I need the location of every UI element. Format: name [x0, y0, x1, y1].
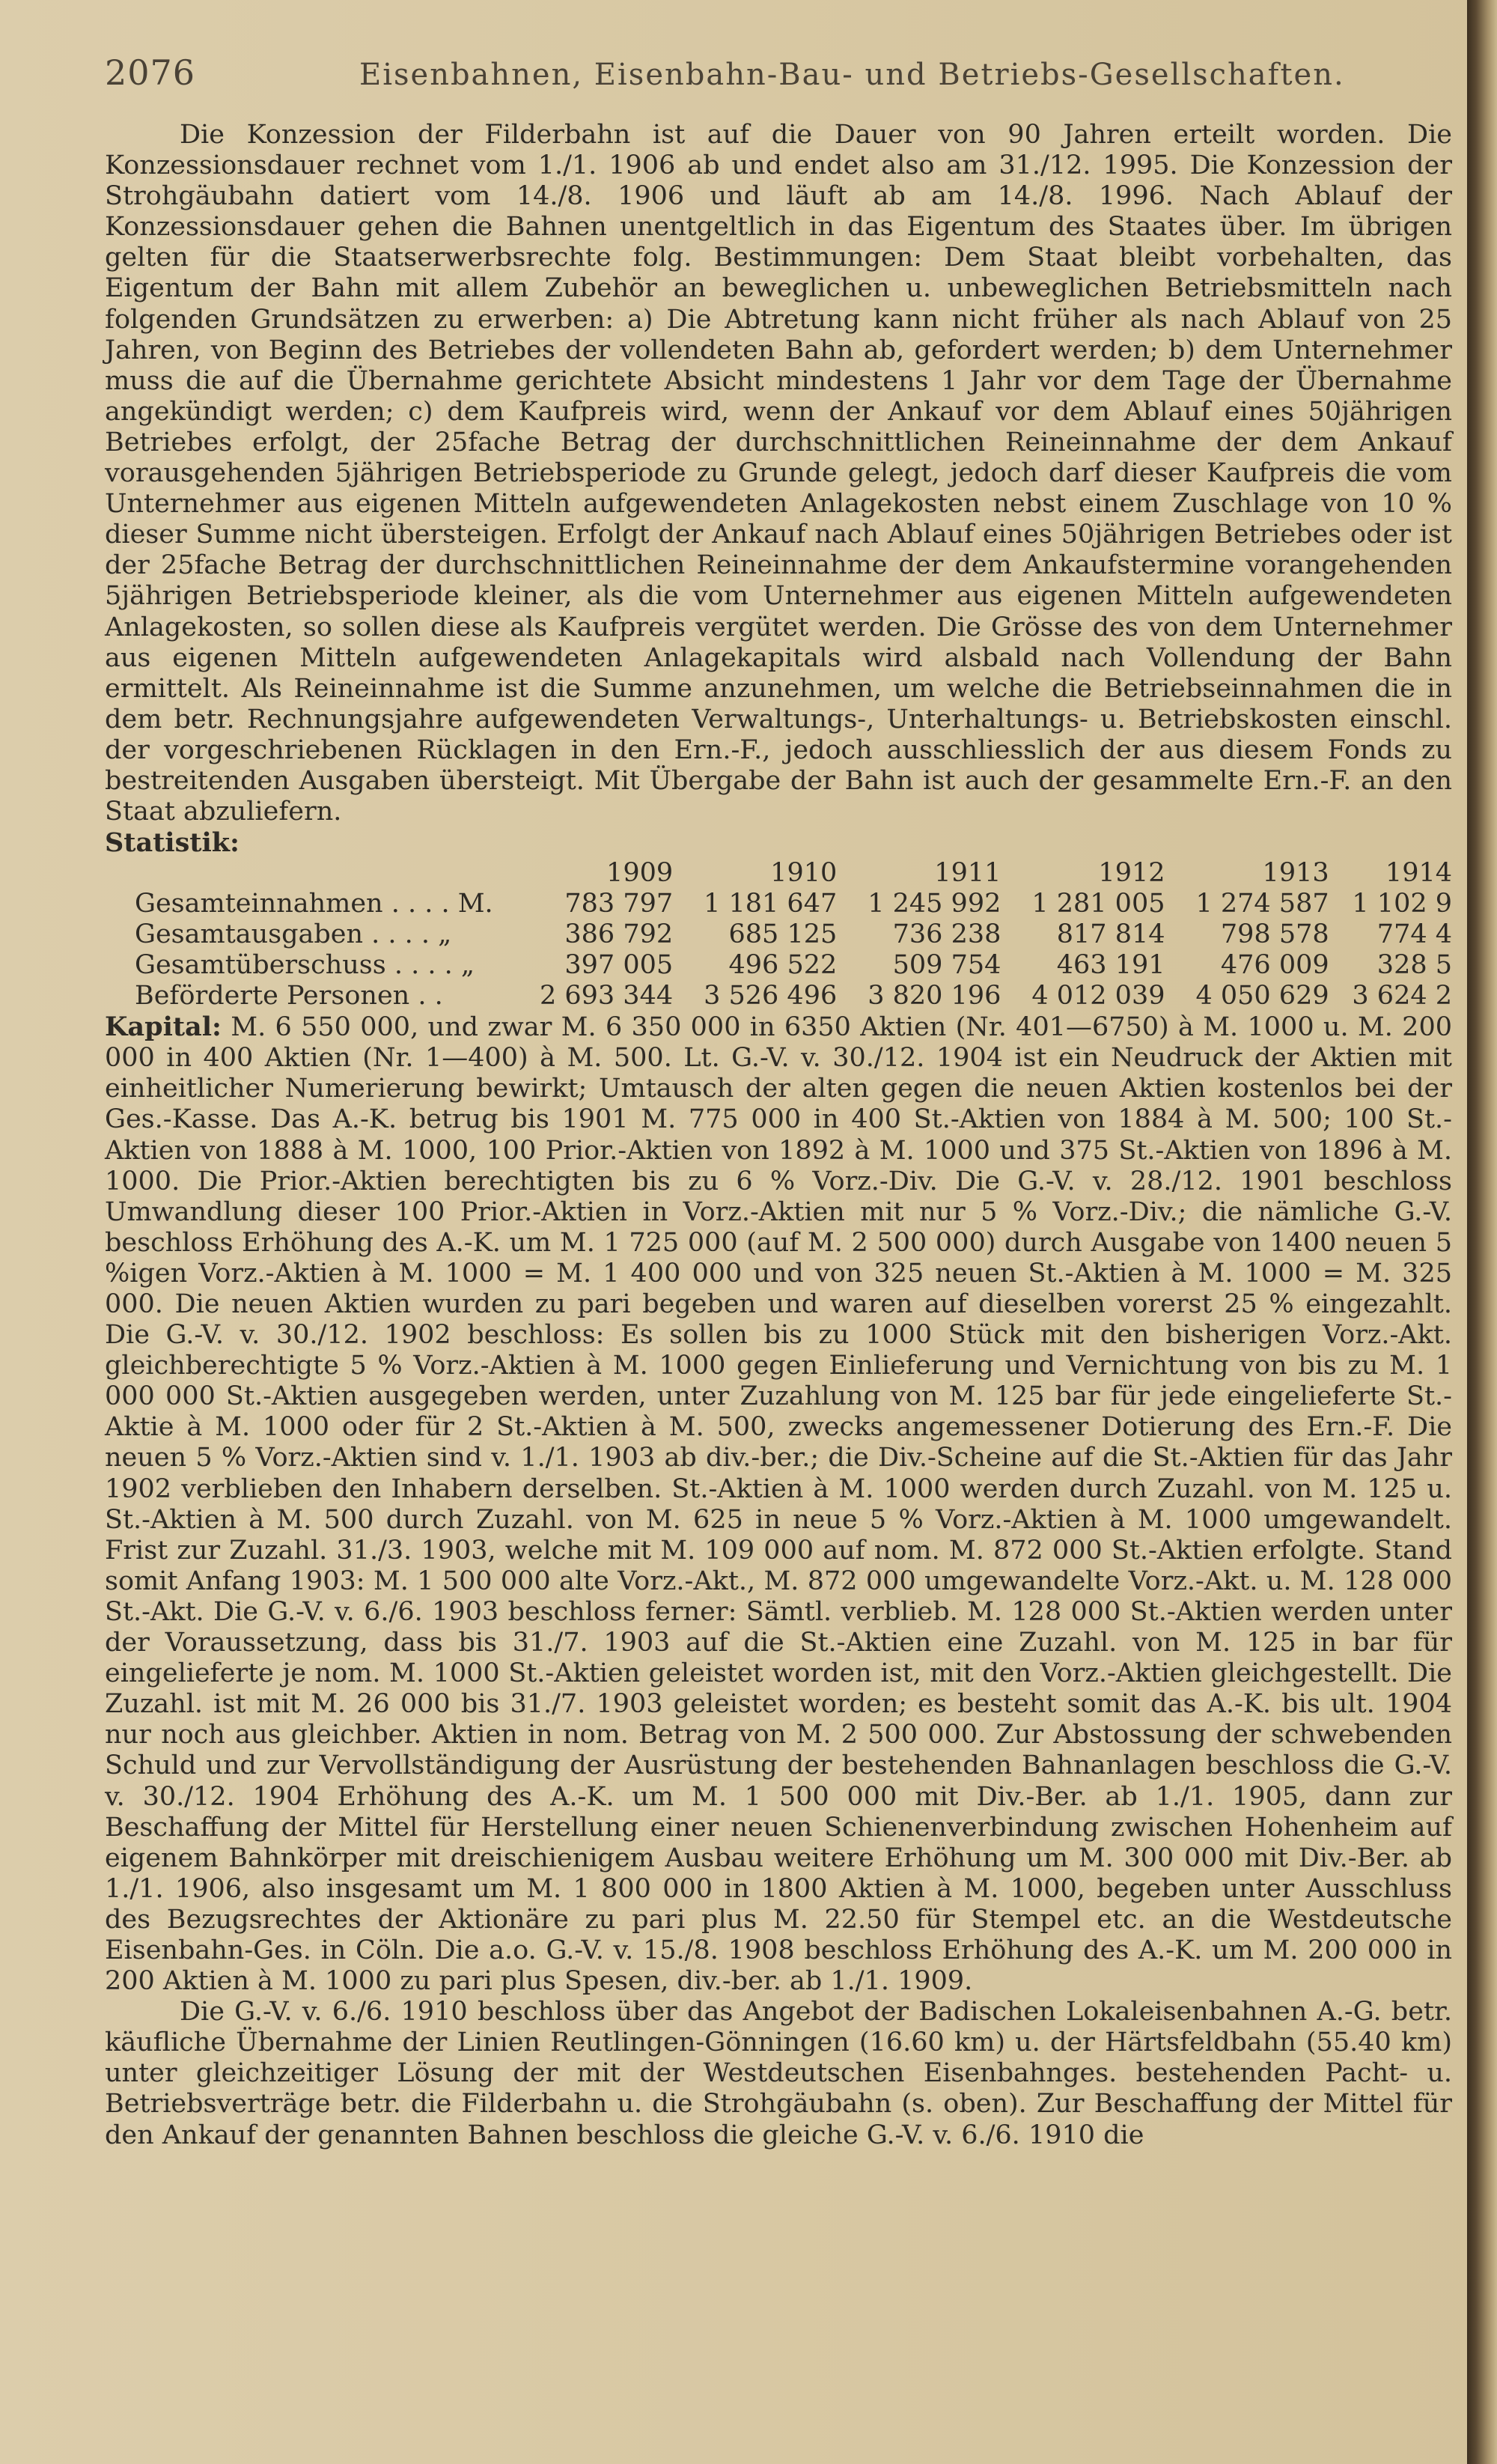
value-cell: 397 005 [564, 950, 674, 981]
running-title: Eisenbahnen, Eisenbahn-Bau- und Betriebs-Gesellschaften. [359, 58, 1345, 92]
value-cell: 774 4 [1376, 919, 1452, 950]
value-cell: 476 009 [1220, 950, 1329, 981]
value-cell: 386 792 [564, 919, 674, 950]
statistics-table [105, 858, 1452, 1012]
value-cell: 509 754 [892, 950, 1001, 981]
value-cell: 1 245 992 [868, 889, 1001, 919]
concession-paragraph: Die Konzession der Filderbahn ist auf die Dauer von 90 Jahren erteilt worden. Die Konzessionsdauer rechnet vom 1./1. 1906 ab und endet also am 31./12. 1995. Die Konzession der Strohgäubahn datiert vom 14./8. 1906 und läuft ab am 14./8. 1996. Nach Ablauf der Konzessionsdauer gehen die Bahnen unentgeltlich in das Eigentum des Staates über. Im übrigen gelten für die Staatserwerbsrechte folg. Bestimmungen: Dem Staat bleibt vorbehalten, das Eigentum der Bahn mit allem Zubehör an beweglichen u. unbeweglichen Betriebsmitteln nach folgenden Grundsätzen zu erwerben: a) Die Abtretung kann nicht früher als nach Ablauf von 25 Jahren, von Beginn des Betriebes der vollendeten Bahn ab, gefordert werden; b) dem Unternehmer muss die auf die Übernahme gerichtete Absicht mindestens 1 Jahr vor dem Tage der Übernahme angekündigt werden; c) dem Kaufpreis wird, wenn der Ankauf vor dem Ablauf eines 50jährigen Betriebes erfolgt, der 25fache Betrag der durchschnittlichen Reineinnahme der dem Ankauf vorausgehenden 5jährigen Betriebsperiode zu Grunde gelegt, jedoch darf dieser Kaufpreis die vom Unternehmer aus eigenen Mitteln aufgewendeten Anlagekosten nebst einem Zuschlage von 10 % dieser Summe nicht übersteigen. Erfolgt der Ankauf nach Ablauf eines 50jährigen Betriebes oder ist der 25fache Betrag der durchschnittlichen Reineinnahme der dem Ankaufstermine vorangehenden 5jährigen Betriebsperiode kleiner, als die vom Unternehmer aus eigenen Mitteln aufgewendeten Anlagekosten, so sollen diese als Kaufpreis vergütet werden. Die Grösse des von dem Unternehmer aus eigenen Mitteln aufgewendeten Anlagekapitals wird alsbald nach Vollendung der Bahn ermittelt. Als Reineinnahme ist die Summe anzunehmen, um welche die Betriebseinnahmen die in dem betr. Rechnungsjahre aufgewendeten Verwaltungs-, Unterhaltungs- u. Betriebskosten einschl. der vorgeschriebenen Rücklagen in den Ern.-F., jedoch ausschliesslich der aus diesem Fonds zu bestreitenden Ausgaben übersteigt. Mit Übergabe der Bahn ist auch der gesammelte Ern.-F. an den Staat abzuliefern. [105, 120, 1452, 827]
value-cell: 328 5 [1376, 950, 1452, 981]
value-cell: 4 012 039 [1031, 981, 1165, 1012]
value-cell: 3 820 196 [868, 981, 1001, 1012]
value-cell: 3 624 2 [1352, 981, 1452, 1012]
statistics-year-row [105, 858, 1452, 889]
statistics-section [105, 827, 1452, 1012]
page-header [105, 52, 1452, 127]
value-cell: 1 274 587 [1195, 889, 1329, 919]
year-cell: 1914 [1385, 858, 1452, 889]
page-content [105, 52, 1452, 2151]
row-label: Gesamtüberschuss . . . . „ [135, 950, 475, 981]
takeover-paragraph: Die G.-V. v. 6./6. 1910 beschloss über das Angebot der Badischen Lokaleisenbahnen A.-G. betr. käufliche Übernahme der Linien Reutlingen-Gönningen (16.60 km) u. der Härtsfeldbahn (55.40 km) unter gleichzeitiger Lösung der mit der Westdeutschen Eisenbahnges. bestehenden Pacht- u. Betriebsverträge betr. die Filderbahn u. die Strohgäubahn (s. oben). Zur Beschaffung der Mittel für den Ankauf der genannten Bahnen beschloss die gleiche G.-V. v. 6./6. 1910 die [105, 1997, 1452, 2150]
year-cell: 1913 [1262, 858, 1329, 889]
value-cell: 496 522 [728, 950, 838, 981]
year-cell: 1910 [770, 858, 838, 889]
statistics-title: Statistik: [105, 827, 240, 859]
book-spine-edge [1467, 0, 1497, 2464]
value-cell: 463 191 [1056, 950, 1165, 981]
statistics-row [105, 919, 1452, 950]
page-number: 2076 [105, 52, 196, 93]
statistics-row [105, 981, 1452, 1012]
capital-label: Kapital: [105, 1012, 222, 1043]
row-label: Beförderte Personen . . [135, 981, 443, 1012]
value-cell: 2 693 344 [539, 981, 674, 1012]
value-cell: 1 102 9 [1352, 889, 1452, 919]
statistics-row [105, 889, 1452, 919]
year-cell: 1912 [1098, 858, 1165, 889]
value-cell: 783 797 [564, 889, 674, 919]
value-cell: 685 125 [728, 919, 838, 950]
value-cell: 4 050 629 [1195, 981, 1329, 1012]
capital-text: M. 6 550 000, und zwar M. 6 350 000 in 6350 Aktien (Nr. 401—6750) à M. 1000 u. M. 200 000 in 400 Aktien (Nr. 1—400) à M. 500. Lt. G.-V. v. 30./12. 1904 ist ein Neudruck der Aktien mit einheitlicher Numerierung bewirkt; Umtausch der alten gegen die neuen Aktien kostenlos bei der Ges.-Kasse. Das A.-K. betrug bis 1901 M. 775 000 in 400 St.-Aktien von 1884 à M. 500; 100 St.-Aktien von 1888 à M. 1000, 100 Prior.-Aktien von 1892 à M. 1000 und 375 St.-Aktien von 1896 à M. 1000. Die Prior.-Aktien berechtigten bis zu 6 % Vorz.-Div. Die G.-V. v. 28./12. 1901 beschloss Umwandlung dieser 100 Prior.-Aktien in Vorz.-Aktien mit nur 5 % Vorz.-Div.; die nämliche G.-V. beschloss Erhöhung des A.-K. um M. 1 725 000 (auf M. 2 500 000) durch Ausgabe von 1400 neuen 5 %igen Vorz.-Aktien à M. 1000 = M. 1 400 000 und von 325 neuen St.-Aktien à M. 1000 = M. 325 000. Die neuen Aktien wurden zu pari begeben und waren auf dieselben vorerst 25 % eingezahlt. Die G.-V. v. 30./12. 1902 beschloss: Es sollen bis zu 1000 Stück mit den bisherigen Vorz.-Akt. gleichberechtigte 5 % Vorz.-Aktien à M. 1000 gegen Einlieferung und Vernichtung von bis zu M. 1 000 000 St.-Aktien ausgegeben werden, unter Zuzahlung von M. 125 bar für jede eingelieferte St.-Aktie à M. 1000 oder für 2 St.-Aktien à M. 500, zwecks angemessener Dotierung des Ern.-F. Die neuen 5 % Vorz.-Aktien sind v. 1./1. 1903 ab div.-ber.; die Div.-Scheine auf die St.-Aktien für das Jahr 1902 verblieben den Inhabern derselben. St.-Aktien à M. 1000 werden durch Zuzahl. von M. 125 u. St.-Aktien à M. 500 durch Zuzahl. von M. 625 in neue 5 % Vorz.-Aktien à M. 1000 umgewandelt. Frist zur Zuzahl. 31./3. 1903, welche mit M. 109 000 auf nom. M. 872 000 St.-Aktien erfolgte. Stand somit Anfang 1903: M. 1 500 000 alte Vorz.-Akt., M. 872 000 umgewandelte Vorz.-Akt. u. M. 128 000 St.-Akt. Die G.-V. v. 6./6. 1903 beschloss ferner: Sämtl. verblieb. M. 128 000 St.-Aktien werden unter der Voraussetzung, dass bis 31./7. 1903 auf die St.-Aktien eine Zuzahl. von M. 125 in bar für eingelieferte je nom. M. 1000 St.-Aktien geleistet worden ist, mit den Vorz.-Aktien gleichgestellt. Die Zuzahl. ist mit M. 26 000 bis 31./7. 1903 geleistet worden; es besteht somit das A.-K. bis ult. 1904 nur noch aus gleichber. Aktien in nom. Betrag von M. 2 500 000. Zur Abstossung der schwebenden Schuld und zur Vervollständigung der Ausrüstung der bestehenden Bahnanlagen beschloss die G.-V. v. 30./12. 1904 Erhöhung des A.-K. um M. 1 500 000 mit Div.-Ber. ab 1./1. 1905, dann zur Beschaffung der Mittel für Herstellung einer neuen Schienenverbindung zwischen Hohenheim auf eigenem Bahnkörper mit dreischienigem Ausbau weitere Erhöhung um M. 300 000 mit Div.-Ber. ab 1./1. 1906, also insgesamt um M. 1 800 000 in 1800 Aktien à M. 1000, begeben unter Ausschluss des Bezugsrechtes der Aktionäre zu pari plus M. 22.50 für Stempel etc. an die Westdeutsche Eisenbahn-Ges. in Cöln. Die a.o. G.-V. v. 15./8. 1908 beschloss Erhöhung des A.-K. um M. 200 000 in 200 Aktien à M. 1000 zu pari plus Spesen, div.-ber. ab 1./1. 1909. [105, 1012, 1452, 1997]
year-cell: 1909 [606, 858, 674, 889]
year-cell: 1911 [934, 858, 1001, 889]
capital-paragraph [105, 1012, 1452, 1997]
value-cell: 1 281 005 [1031, 889, 1165, 919]
row-label: Gesamtausgaben . . . . „ [135, 919, 452, 950]
row-label: Gesamteinnahmen . . . . M. [135, 889, 493, 919]
value-cell: 817 814 [1056, 919, 1165, 950]
statistics-row [105, 950, 1452, 981]
value-cell: 1 181 647 [704, 889, 838, 919]
value-cell: 3 526 496 [704, 981, 838, 1012]
value-cell: 798 578 [1220, 919, 1329, 950]
value-cell: 736 238 [892, 919, 1001, 950]
